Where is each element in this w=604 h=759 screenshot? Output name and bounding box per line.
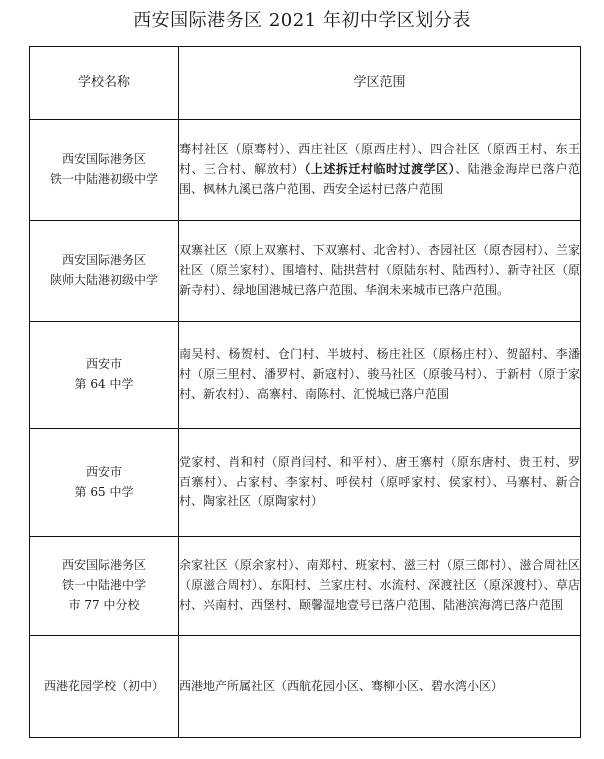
school-area-cell: 西港地产所属社区（西航花园小区、骞柳小区、碧水湾小区） bbox=[179, 636, 581, 738]
school-name-cell bbox=[30, 636, 179, 738]
school-name-line: 西安市 bbox=[85, 357, 122, 372]
school-name-cell bbox=[30, 221, 179, 322]
school-name-line: 铁一中陆港中学 bbox=[61, 578, 146, 593]
school-area-cell: 南吴村、杨贺村、仓门村、半坡村、杨庄社区（原杨庄村）、贺韶村、李潘村（原三里村、潘罗村、新寇村）、骏马社区（原骏马村）、于新村（原于家村、新农村）、高寨村、南陈村、汇悦城已落户范围 bbox=[179, 322, 581, 429]
table-row bbox=[30, 429, 581, 537]
table-header-row bbox=[30, 47, 581, 120]
school-name-cell bbox=[30, 429, 179, 537]
school-name-line: 市 77 中分校 bbox=[68, 597, 140, 612]
school-name-line: 陕师大陆港初级中学 bbox=[49, 273, 158, 287]
table-row bbox=[30, 537, 581, 636]
table-row bbox=[30, 120, 581, 221]
school-area-cell: 党家村、肖和村（原肖闫村、和平村）、唐王寨村（原东唐村、贵王村、罗百寨村）、占家村、李家村、呼侯村（原呼家村、侯家村）、马寨村、新合村、陶家社区（原陶家村） bbox=[179, 429, 581, 537]
school-name-line: 西安国际港务区 bbox=[61, 152, 146, 167]
table-row bbox=[30, 221, 581, 322]
page-title: 西安国际港务区 2021 年初中学区划分表 bbox=[133, 10, 471, 31]
area-text: 骞村社区（原骞村）、西庄社区（原西庄村）、四合社区（原西王村、东王村、三合村、解放村） bbox=[179, 142, 580, 177]
header-school-area: 学区范围 bbox=[179, 47, 581, 120]
area-text: 、陆港金海岸已落户范围、枫林九溪已落户范围、西安全运村已落户范围 bbox=[179, 162, 580, 196]
school-district-table bbox=[29, 46, 581, 738]
school-area-cell: 余家社区（原余家村）、南郑村、班家村、滋三村（原三郎村）、滋合周社区（原滋合周村）、东阳村、兰家庄村、水流村、深渡社区（原深渡村）、草店村、兴南村、西堡村、颐馨湿地壹号已落户范围、陆港滨海湾已落户范围 bbox=[179, 537, 581, 636]
school-name-cell bbox=[30, 322, 179, 429]
header-school-name: 学校名称 bbox=[30, 47, 179, 120]
school-name-cell bbox=[30, 537, 179, 636]
school-name-line: 西安国际港务区 bbox=[61, 558, 146, 573]
school-name-line: 西港花园学校（初中） bbox=[43, 678, 164, 693]
area-bold-note: （上述拆迁村临时过渡学区） bbox=[304, 162, 456, 177]
school-name-line: 西安国际港务区 bbox=[61, 253, 146, 268]
school-name-line: 铁一中陆港初级中学 bbox=[49, 172, 158, 186]
school-name-line: 第 64 中学 bbox=[74, 377, 134, 391]
table-row bbox=[30, 322, 581, 429]
school-name-line: 第 65 中学 bbox=[74, 484, 134, 499]
school-name-line: 西安市 bbox=[85, 464, 122, 479]
school-name-cell bbox=[30, 120, 179, 221]
table-row bbox=[30, 636, 581, 738]
school-area-cell: 双寨社区（原上双寨村、下双寨村、北舍村）、杏园社区（原杏园村）、兰家社区（原兰家村）、围墙村、陆拱营村（原陆东村、陆西村）、新寺社区（原新寺村）、绿地国港城已落户范围、华润未来城市已落户范围。 bbox=[179, 221, 581, 322]
school-area-cell bbox=[179, 120, 581, 221]
